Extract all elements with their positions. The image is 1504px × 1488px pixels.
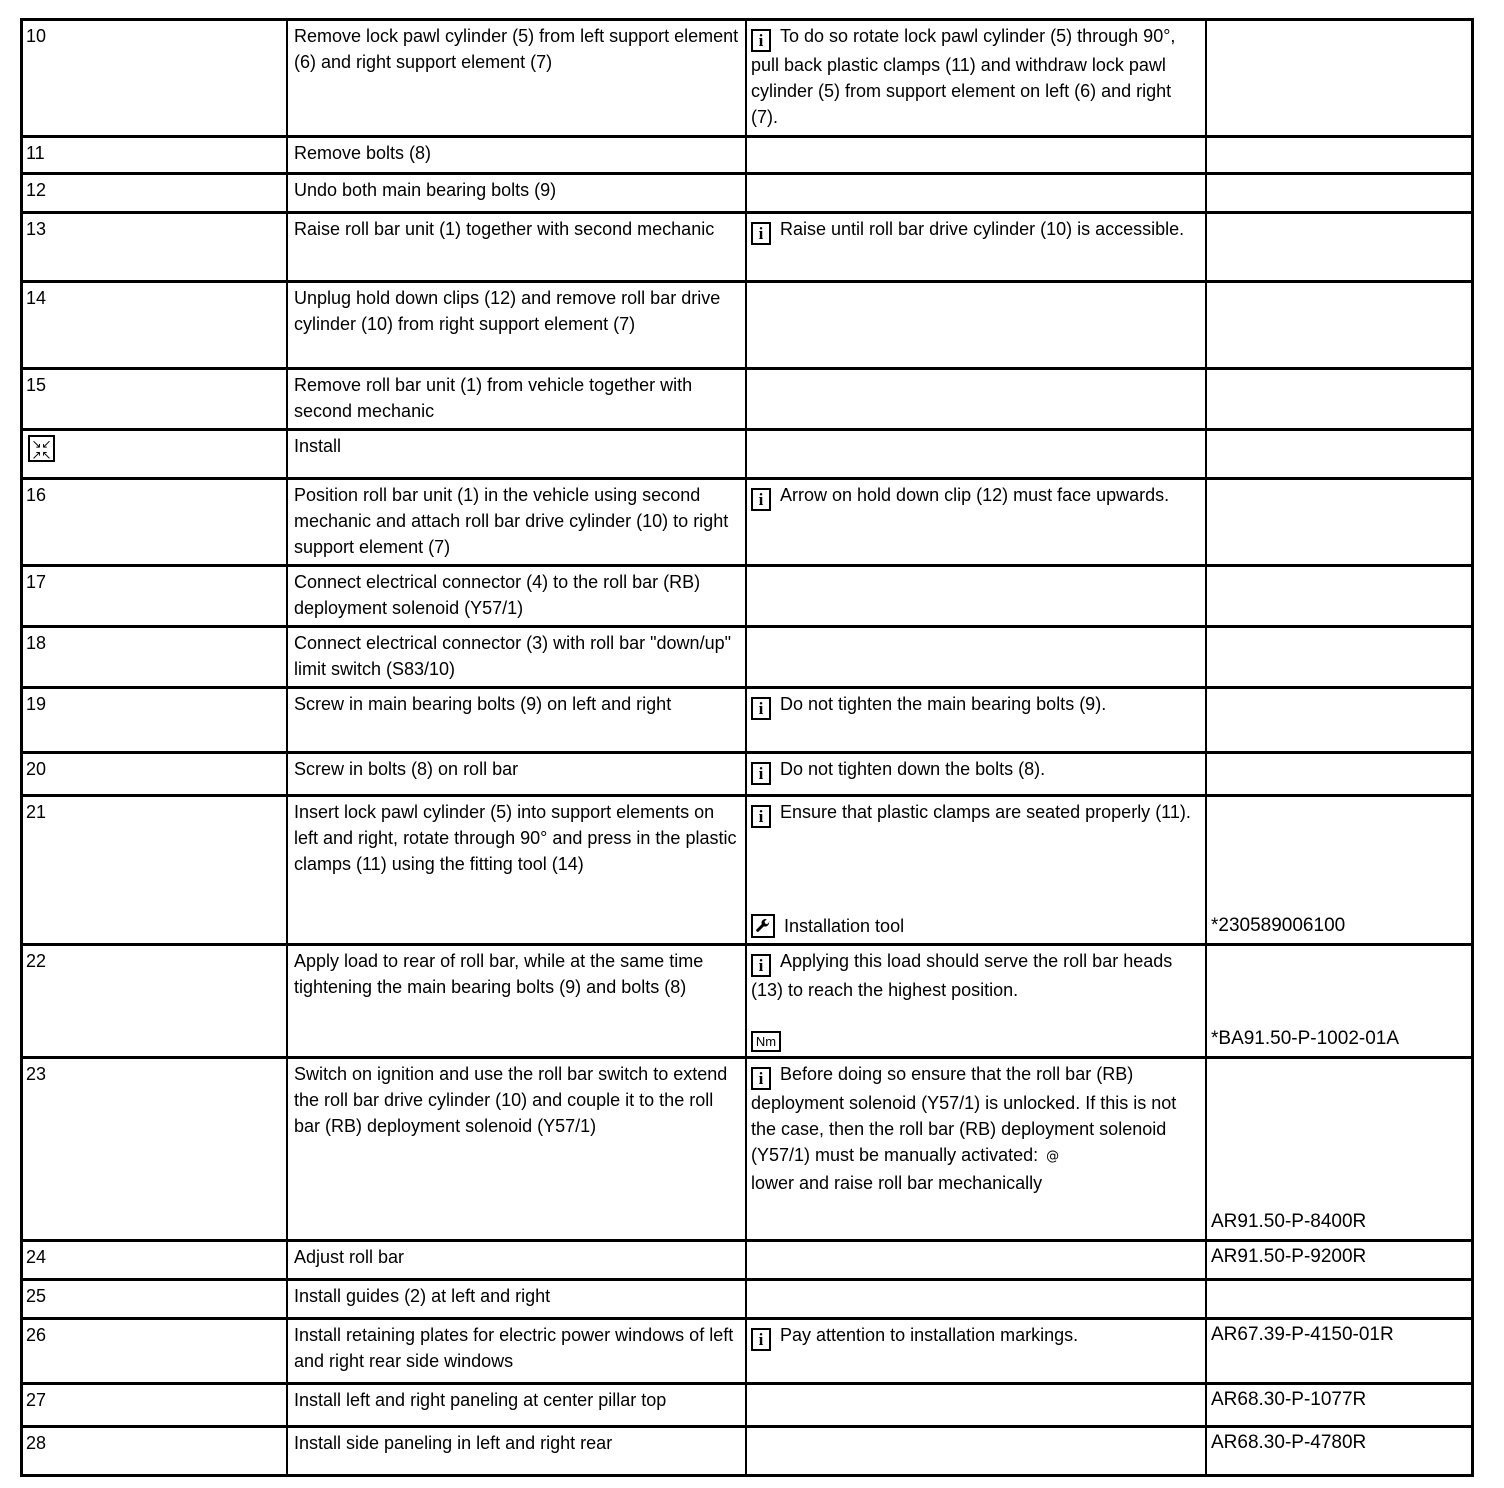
note-cell	[745, 1281, 1205, 1317]
note-cell	[745, 1242, 1205, 1278]
table-row	[23, 625, 1471, 686]
step-number: 19	[26, 694, 47, 714]
note-cell	[745, 21, 1205, 135]
note-line	[751, 482, 1199, 511]
action-cell	[286, 946, 745, 1056]
note-text: Before doing so ensure that the roll bar (RB) deployment solenoid (Y57/1) is unlocked. If this is not the case, then the roll bar (RB) deployment solenoid (Y57/1) must be manually activated:	[751, 1064, 1177, 1165]
note-line	[751, 1322, 1199, 1351]
note-cell	[745, 1428, 1205, 1474]
note-cell	[745, 567, 1205, 625]
note-line	[751, 691, 1199, 720]
note-line	[751, 1170, 1199, 1196]
table-row	[23, 1239, 1471, 1278]
step-cell	[23, 175, 286, 211]
step-number: 24	[26, 1247, 47, 1267]
table-row	[23, 135, 1471, 172]
step-number: 17	[26, 572, 47, 592]
action-text: Screw in main bearing bolts (9) on left and right	[294, 694, 672, 714]
step-cell	[23, 214, 286, 280]
step-cell	[23, 946, 286, 1056]
note-cell	[745, 1320, 1205, 1382]
info-icon: i	[751, 805, 771, 828]
table-row	[23, 686, 1471, 751]
table-row	[23, 428, 1471, 477]
step-cell	[23, 1059, 286, 1239]
step-number: 16	[26, 485, 47, 505]
note-line	[751, 948, 1199, 1003]
table-row	[23, 1382, 1471, 1425]
step-number: 21	[26, 802, 47, 822]
reference-cell	[1205, 214, 1471, 280]
step-cell	[23, 1281, 286, 1317]
note-cell	[745, 370, 1205, 428]
action-text: Raise roll bar unit (1) together with second mechanic	[294, 219, 715, 239]
reference-code: AR68.30-P-1077R	[1211, 1389, 1367, 1410]
step-cell	[23, 1428, 286, 1474]
action-text: Remove bolts (8)	[294, 143, 432, 163]
note-cell	[745, 175, 1205, 211]
action-cell	[286, 283, 745, 367]
torque-icon: Nm	[751, 1031, 781, 1052]
action-text: Unplug hold down clips (12) and remove roll bar drive cylinder (10) from right support element (7)	[294, 288, 721, 334]
action-cell	[286, 370, 745, 428]
action-text: Screw in bolts (8) on roll bar	[294, 759, 519, 779]
action-cell	[286, 21, 745, 135]
reference-cell	[1205, 1428, 1471, 1474]
step-number: 14	[26, 288, 47, 308]
table-row	[23, 564, 1471, 625]
note-line	[751, 756, 1199, 785]
step-number: 26	[26, 1325, 47, 1345]
step-number: 10	[26, 26, 47, 46]
action-cell	[286, 1385, 745, 1425]
note-text: Applying this load should serve the roll bar heads (13) to reach the highest position.	[751, 951, 1173, 1000]
action-text: Position roll bar unit (1) in the vehicle using second mechanic and attach roll bar drive cylinder (10) to right support element (7)	[294, 485, 729, 557]
info-icon: i	[751, 954, 771, 977]
step-cell	[23, 283, 286, 367]
action-text: Install retaining plates for electric power windows of left and right rear side windows	[294, 1325, 734, 1371]
reference-cell	[1205, 175, 1471, 211]
table-row	[23, 367, 1471, 428]
step-cell	[23, 138, 286, 172]
note-cell	[745, 946, 1205, 1056]
action-cell	[286, 175, 745, 211]
action-cell	[286, 1059, 745, 1239]
note-text: Raise until roll bar drive cylinder (10) is accessible.	[780, 219, 1185, 239]
note-text: To do so rotate lock pawl cylinder (5) through 90°, pull back plastic clamps (11) and withdraw lock pawl cylinder (5) from support element on left (6) and right (7).	[751, 26, 1176, 127]
table-row	[23, 794, 1471, 943]
step-number: 25	[26, 1286, 47, 1306]
table-row	[23, 751, 1471, 794]
action-text: Apply load to rear of roll bar, while at the same time tightening the main bearing bolts (9) and bolts (8)	[294, 951, 704, 997]
note-cell	[745, 754, 1205, 794]
special-tool-icon	[751, 914, 775, 938]
action-cell	[286, 1320, 745, 1382]
step-cell	[23, 1385, 286, 1425]
table-row	[23, 477, 1471, 564]
note-cell	[745, 1385, 1205, 1425]
info-icon: i	[751, 222, 771, 245]
table-row	[23, 1317, 1471, 1382]
reference-cell	[1205, 567, 1471, 625]
action-cell	[286, 689, 745, 751]
step-cell	[23, 1320, 286, 1382]
reference-code: AR91.50-P-9200R	[1211, 1246, 1367, 1267]
reference-cell	[1205, 628, 1471, 686]
step-number: 23	[26, 1064, 47, 1084]
note-line	[751, 1022, 1199, 1052]
action-text: Install	[294, 436, 342, 456]
action-cell	[286, 431, 745, 477]
action-text: Connect electrical connector (4) to the roll bar (RB) deployment solenoid (Y57/1)	[294, 572, 701, 618]
action-text: Insert lock pawl cylinder (5) into support elements on left and right, rotate through 90° and press in the plastic clamps (11) using the fitting tool (14)	[294, 802, 737, 874]
action-cell	[286, 567, 745, 625]
note-cell	[745, 797, 1205, 943]
note-line	[751, 23, 1199, 130]
reference-cell	[1205, 1242, 1471, 1278]
wis-procedure-table	[20, 18, 1474, 1477]
action-text: Install left and right paneling at center pillar top	[294, 1390, 667, 1410]
step-number: 13	[26, 219, 47, 239]
note-line	[751, 216, 1199, 245]
reference-cell	[1205, 370, 1471, 428]
step-number: 22	[26, 951, 47, 971]
reference-code: AR91.50-P-8400R	[1211, 1211, 1367, 1232]
note-text: lower and raise roll bar mechanically	[751, 1173, 1043, 1193]
table-row	[23, 943, 1471, 1056]
note-cell	[745, 689, 1205, 751]
note-cell	[745, 431, 1205, 477]
note-cell	[745, 138, 1205, 172]
note-text: Installation tool	[784, 916, 905, 936]
info-icon: i	[751, 29, 771, 52]
action-cell	[286, 1281, 745, 1317]
step-number: 12	[26, 180, 47, 200]
table-row	[23, 280, 1471, 367]
action-text: Connect electrical connector (3) with roll bar "down/up" limit switch (S83/10)	[294, 633, 731, 679]
info-icon: i	[751, 1328, 771, 1351]
action-cell	[286, 754, 745, 794]
table-row	[23, 1278, 1471, 1317]
reference-cell	[1205, 1385, 1471, 1425]
reference-cell	[1205, 797, 1471, 943]
note-line	[751, 913, 1199, 939]
action-text: Remove lock pawl cylinder (5) from left support element (6) and right support element (7)	[294, 26, 739, 72]
step-number: 15	[26, 375, 47, 395]
step-number: 28	[26, 1433, 47, 1453]
info-icon: i	[751, 697, 771, 720]
info-icon: i	[751, 1067, 771, 1090]
reference-cell	[1205, 1281, 1471, 1317]
action-text: Adjust roll bar	[294, 1247, 405, 1267]
action-cell	[286, 1242, 745, 1278]
reference-code: *230589006100	[1211, 915, 1346, 936]
note-line	[751, 799, 1199, 828]
note-cell	[745, 628, 1205, 686]
action-text: Switch on ignition and use the roll bar switch to extend the roll bar drive cylinder (10) and couple it to the roll bar (RB) deployment solenoid (Y57/1)	[294, 1064, 728, 1136]
action-cell	[286, 480, 745, 564]
note-text: Pay attention to installation markings.	[780, 1325, 1079, 1345]
reference-cell	[1205, 946, 1471, 1056]
reference-cell	[1205, 480, 1471, 564]
note-text: Ensure that plastic clamps are seated properly (11).	[780, 802, 1191, 822]
action-text: Remove roll bar unit (1) from vehicle together with second mechanic	[294, 375, 693, 421]
note-text: Do not tighten the main bearing bolts (9).	[780, 694, 1107, 714]
step-cell	[23, 754, 286, 794]
reference-cell	[1205, 1059, 1471, 1239]
step-number: 18	[26, 633, 47, 653]
note-text: Do not tighten down the bolts (8).	[780, 759, 1046, 779]
table-row	[23, 1056, 1471, 1239]
step-cell	[23, 480, 286, 564]
step-cell	[23, 21, 286, 135]
note-line	[751, 1061, 1199, 1170]
action-text: Undo both main bearing bolts (9)	[294, 180, 557, 200]
table-row	[23, 21, 1471, 135]
reference-cell	[1205, 21, 1471, 135]
reference-cell	[1205, 1320, 1471, 1382]
note-cell	[745, 1059, 1205, 1239]
step-cell	[23, 370, 286, 428]
reference-cell	[1205, 754, 1471, 794]
table-row	[23, 211, 1471, 280]
action-cell	[286, 214, 745, 280]
note-text: Arrow on hold down clip (12) must face upwards.	[780, 485, 1170, 505]
action-text: Install side paneling in left and right rear	[294, 1433, 613, 1453]
note-cell	[745, 214, 1205, 280]
action-cell	[286, 138, 745, 172]
step-cell	[23, 567, 286, 625]
note-cell	[745, 480, 1205, 564]
action-text: Install guides (2) at left and right	[294, 1286, 551, 1306]
note-cell	[745, 283, 1205, 367]
action-cell	[286, 1428, 745, 1474]
step-cell	[23, 797, 286, 943]
manual-activation-icon: @	[1046, 1149, 1060, 1164]
info-icon: i	[751, 762, 771, 785]
action-cell	[286, 628, 745, 686]
step-cell	[23, 689, 286, 751]
info-icon: i	[751, 488, 771, 511]
reference-code: AR67.39-P-4150-01R	[1211, 1324, 1394, 1345]
step-number: 27	[26, 1390, 47, 1410]
reference-cell	[1205, 138, 1471, 172]
action-cell	[286, 797, 745, 943]
reference-cell	[1205, 283, 1471, 367]
reference-code: *BA91.50-P-1002-01A	[1211, 1028, 1400, 1049]
table-row	[23, 1425, 1471, 1474]
reference-cell	[1205, 431, 1471, 477]
step-number: 20	[26, 759, 47, 779]
step-cell	[23, 431, 286, 477]
reference-code: AR68.30-P-4780R	[1211, 1432, 1367, 1453]
install-icon: ↘↙ ↗↖	[28, 435, 55, 462]
step-cell	[23, 628, 286, 686]
table-row	[23, 172, 1471, 211]
step-cell	[23, 1242, 286, 1278]
step-number: 11	[26, 143, 45, 163]
reference-cell	[1205, 689, 1471, 751]
